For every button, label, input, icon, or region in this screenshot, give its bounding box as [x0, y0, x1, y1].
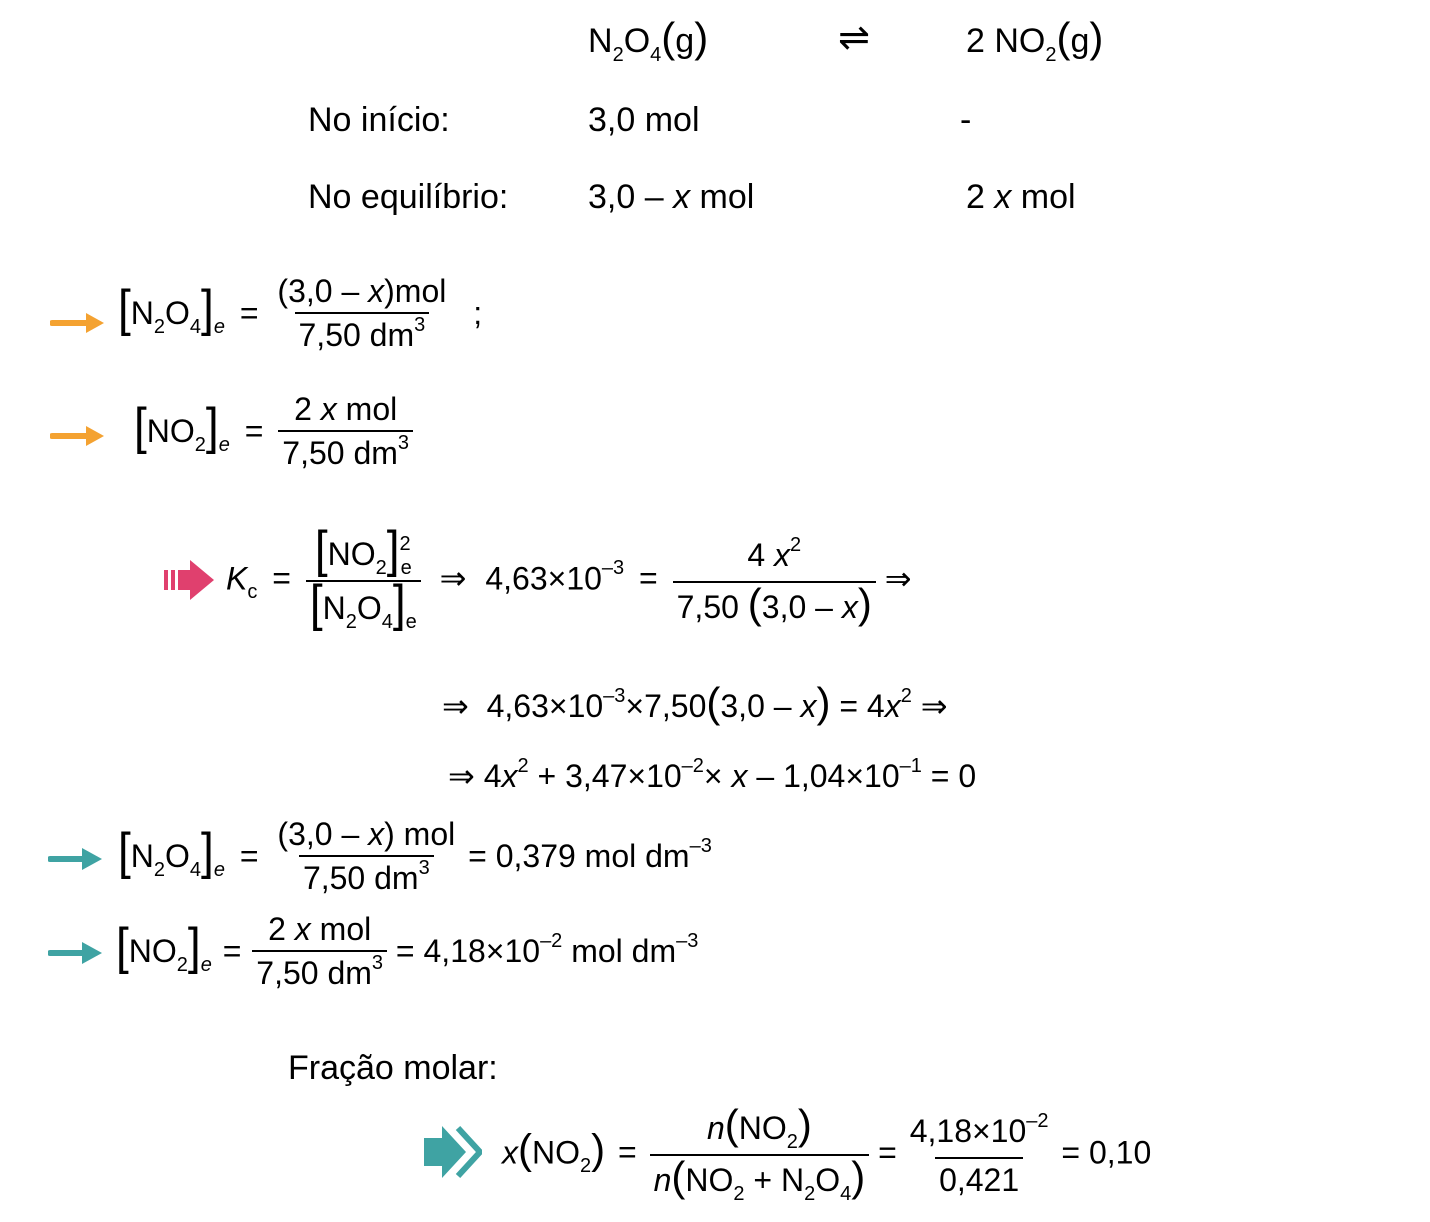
molar-fraction-eq: $x(NO_2)$ = $\frac{n(NO_2)}{n(NO_2 + N_2O_4)}$ = $\frac{4,18\times 10^{-2}}{0,421}$ = 0,10: [502, 1101, 1152, 1205]
row-equilibrium-label: No equilíbrio:: [308, 178, 509, 216]
kc-step-2: ⇒ $4,63\times 10^{-3}\times 7,50(3,0 - x) = 4x^2$ ⇒: [442, 679, 948, 726]
kc-expression: $K_c$ = $\frac{[NO_2]^2_e}{[N_2O_4]_e}$ ⇒ $4,63\times 10^{-3}$ = $\frac{4 x^2}{7,50 (3,0 - x)}$ ⇒: [226, 520, 912, 633]
no2-concentration-eq: $[NO_2]_e$ = $\frac{\text{2 x mol}}{7,50 dm^3}$: [134, 390, 413, 477]
n2o4-result: $[N_2O_4]_e$ = $\frac{\text{(3,0 – x) mol}}{7,50 dm^3}$ = 0,379 mol $dm^{-3}$: [118, 815, 712, 902]
orange-arrow-icon: [50, 312, 106, 334]
reaction-product: 2 $NO_2(g)$: [966, 14, 1104, 66]
orange-arrow-icon: [50, 425, 106, 447]
n2o4-concentration-eq: $[N_2O_4]_e$ = $\frac{\text{(3,0 – x)mol}}{7,50 dm^3}$ ;: [118, 272, 482, 359]
teal-arrow-icon: [48, 847, 104, 871]
equilibrium-arrows: ⇌: [838, 17, 870, 59]
teal-double-chevron-icon: [422, 1124, 482, 1180]
reaction-reactant: $N_2O_4(g)$: [588, 14, 709, 66]
row-initial-reactant: 3,0 mol: [588, 101, 700, 139]
no2-result: $[NO_2]_e$ = $\frac{\text{2 x mol}}{7,50 dm^3}$ = $4,18\times 10^{-2}$ mol $dm^{-3}$: [116, 910, 698, 997]
row-initial-product: -: [960, 101, 972, 139]
teal-arrow-icon: [48, 941, 104, 965]
row-initial-label: No início:: [308, 101, 450, 139]
molar-fraction-label: Fração molar:: [288, 1049, 498, 1087]
pink-arrow-icon: [162, 558, 218, 602]
row-equilibrium-reactant: 3,0 – x mol: [588, 178, 755, 216]
kc-step-3: ⇒ $4x^2 + 3,47\times 10^{-2}\times x - 1,04\times 10^{-1} = 0$: [448, 755, 977, 794]
row-equilibrium-product: 2 x mol: [966, 178, 1076, 216]
